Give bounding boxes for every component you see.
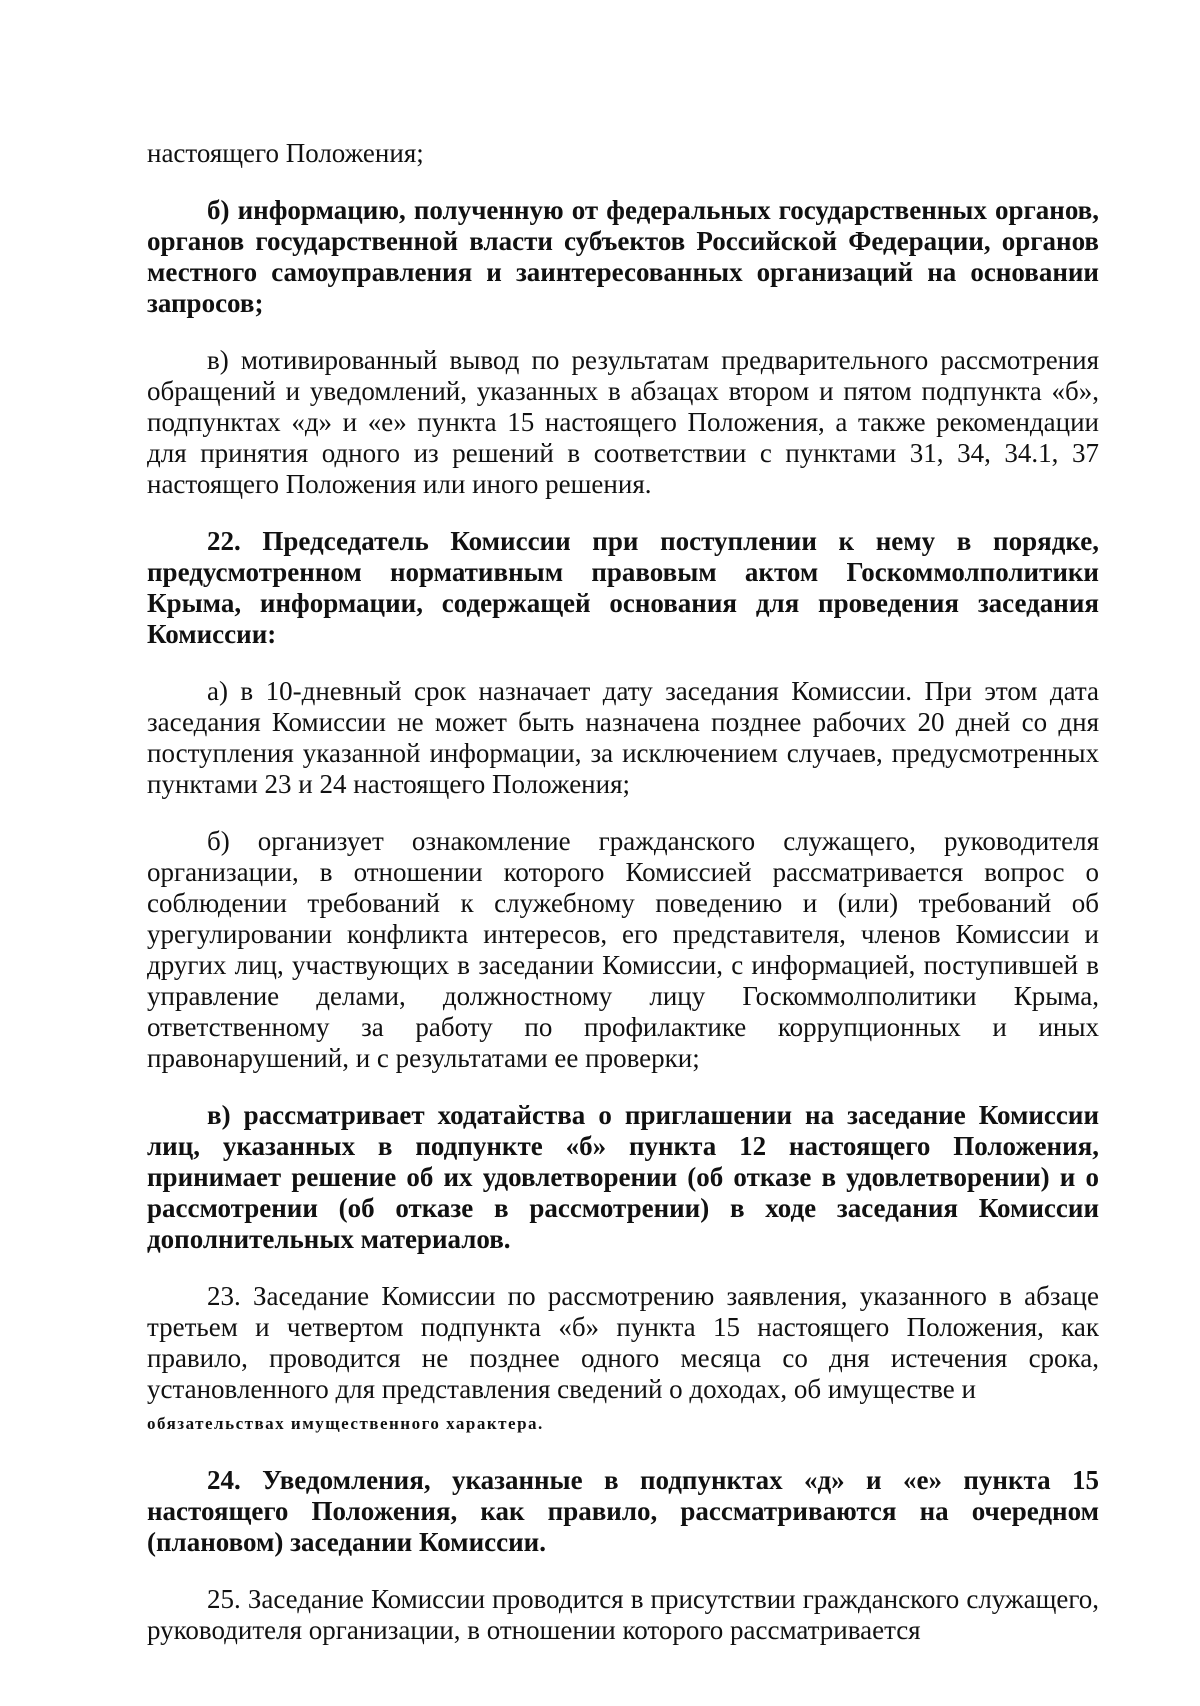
paragraph-23-text: 23. Заседание Комиссии по рассмотрению заявления, указанного в абзаце третьем и четвертом подпункта «б» пункта 15 настоящего Положения, как правило, проводится не позднее одного месяца со дня истечения срока, установленного для представления сведений о доходах, об имуществе и (147, 1281, 1099, 1404)
paragraph-item-a: а) в 10-дневный срок назначает дату заседания Комиссии. При этом дата заседания Комиссии не может быть назначена позднее рабочих 20 дней со дня поступления указанной информации, за исключением случаев, предусмотренных пунктами 23 и 24 настоящего Положения; (147, 676, 1099, 799)
paragraph-item-b: б) информацию, полученную от федеральных государственных органов, органов государственной власти субъектов Российской Федерации, органов местного самоуправления и заинтересованных организаций на основании запросов; (147, 195, 1099, 318)
paragraph-item-v-2: в) рассматривает ходатайства о приглашении на заседание Комиссии лиц, указанных в подпункте «б» пункта 12 настоящего Положения, принимает решение об их удовлетворении (об отказе в удовлетворении) и о рассмотрении (об отказе в рассмотрении) в ходе заседания Комиссии дополнительных материалов. (147, 1100, 1099, 1254)
document-page (147, 138, 1099, 1672)
paragraph-25: 25. Заседание Комиссии проводится в присутствии гражданского служащего, руководителя организации, в отношении которого рассматривается (147, 1584, 1099, 1645)
paragraph-continuation: настоящего Положения; (147, 138, 424, 168)
paragraph-23 (147, 1281, 1099, 1439)
paragraph-item-v: в) мотивированный вывод по результатам предварительного рассмотрения обращений и уведомлений, указанных в абзацах втором и пятом подпункта «б», подпунктах «д» и «е» пункта 15 настоящего Положения, а также рекомендации для принятия одного из решений в соответствии с пунктами 31, 34, 34.1, 37 настоящего Положения или иного решения. (147, 345, 1099, 499)
paragraph-24: 24. Уведомления, указанные в подпунктах «д» и «е» пункта 15 настоящего Положения, как правило, рассматриваются на очередном (плановом) заседании Комиссии. (147, 1465, 1099, 1557)
paragraph-23-tail: обязательствах имущественного характера. (147, 1414, 544, 1433)
paragraph-22: 22. Председатель Комиссии при поступлении к нему в порядке, предусмотренном нормативным правовым актом Госкоммолполитики Крыма, информации, содержащей основания для проведения заседания Комиссии: (147, 526, 1099, 649)
paragraph-item-b-2: б) организует ознакомление гражданского служащего, руководителя организации, в отношении которого Комиссией рассматривается вопрос о соблюдении требований к служебному поведению и (или) требований об урегулировании конфликта интересов, его представителя, членов Комиссии и других лиц, участвующих в заседании Комиссии, с информацией, поступившей в управление делами, должностному лицу Госкоммолполитики Крыма, ответственному за работу по профилактике коррупционных и иных правонарушений, и с результатами ее проверки; (147, 826, 1099, 1073)
